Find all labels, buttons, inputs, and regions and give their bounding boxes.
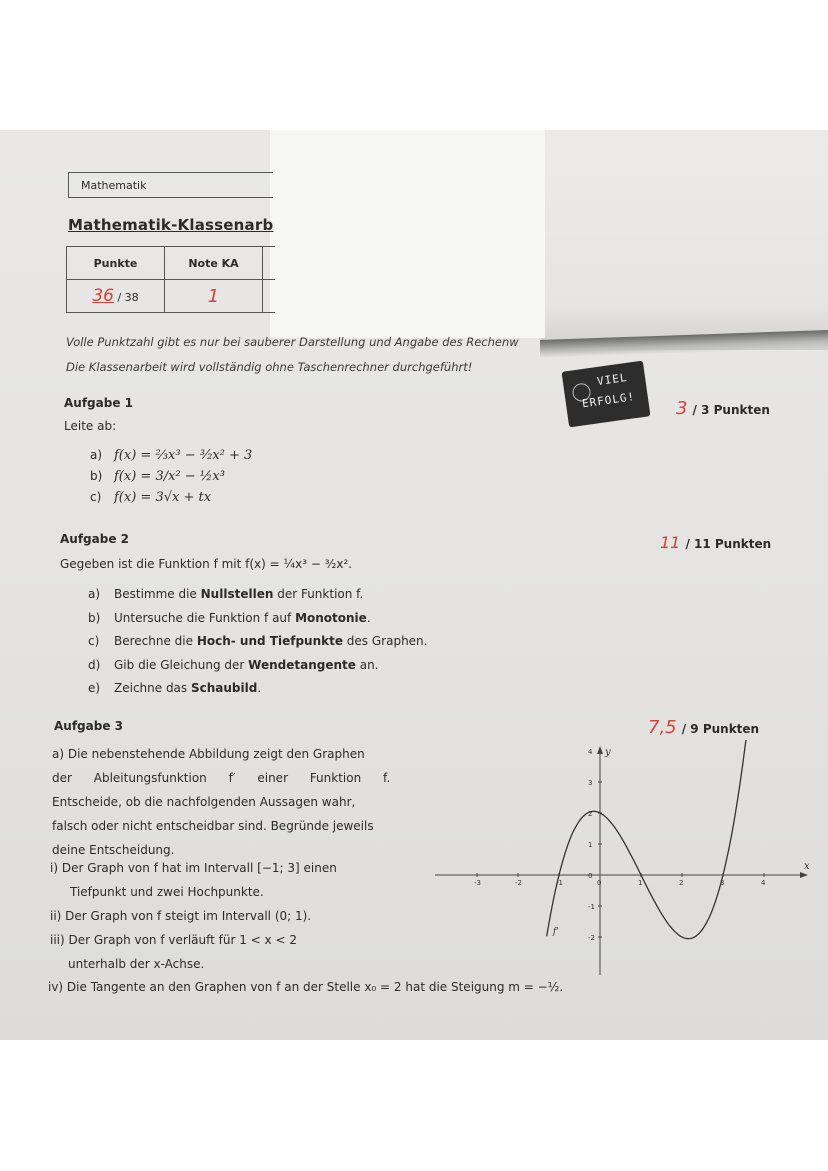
task1-intro: Leite ab: [64, 419, 117, 433]
y-tick-label: 0 [588, 872, 593, 880]
grade-header: Note KA [165, 247, 263, 280]
task2-points-hand: 11 [660, 533, 681, 552]
x-tick-label: 4 [761, 879, 766, 887]
statement: i) Der Graph von f hat im Intervall [−1; 3] einen [50, 861, 337, 875]
task3-title: Aufgabe 3 [54, 719, 123, 733]
task3-line: falsch oder nicht entscheidbar sind. Begründe jeweils [52, 819, 374, 833]
points-cell [67, 280, 165, 313]
stamp-line-2: ERFOLG! [581, 390, 636, 411]
task3-line: a) Die nebenstehende Abbildung zeigt den Graphen [52, 747, 365, 761]
task3-statements [50, 856, 337, 976]
task1-item: c) f(x) = 3√x + tx [90, 490, 212, 505]
x-tick-label: -1 [556, 879, 563, 887]
task3-points [648, 717, 759, 738]
statement: iv) Die Tangente an den Graphen von f an der Stelle x₀ = 2 hat die Steigung m = −½. [48, 980, 564, 994]
y-axis-arrow [597, 746, 603, 754]
task2-title: Aufgabe 2 [60, 532, 129, 546]
task3-paragraph [52, 742, 424, 862]
subject-field: Mathematik [68, 172, 273, 198]
y-tick-label: -2 [588, 934, 595, 942]
x-axis-arrow [800, 872, 808, 878]
x-tick-label: -2 [515, 879, 522, 887]
task2-intro: Gegeben ist die Funktion f mit f(x) = ¼x³ − ³⁄₂x². [60, 557, 353, 571]
y-tick-label: -1 [588, 903, 595, 911]
grade-table [66, 246, 275, 313]
task2-item: d) Gib die Gleichung der Wendetangente an. [88, 657, 379, 672]
y-tick-label: 3 [588, 779, 593, 787]
y-tick-label: 1 [588, 841, 593, 849]
statement: ii) Der Graph von f steigt im Intervall (0; 1). [50, 909, 312, 923]
x-tick-label: -3 [474, 879, 481, 887]
stamp-line-1: VIEL [596, 370, 629, 389]
score-max: / 38 [117, 291, 139, 304]
task2-items [88, 583, 427, 701]
x-axis-label: x [804, 861, 810, 872]
task3-points-hand: 7,5 [648, 717, 677, 738]
task1-points-hand: 3 [676, 398, 688, 419]
x-tick-label: 1 [638, 879, 643, 887]
y-tick-label: 4 [588, 748, 593, 756]
points-header: Punkte [67, 247, 165, 280]
x-tick-label: 2 [679, 879, 684, 887]
good-luck-stamp [562, 361, 651, 428]
curve-label: f' [552, 926, 559, 937]
paper-fold-shadow [540, 130, 828, 350]
task2-item: b) Untersuche die Funktion f auf Monotonie. [88, 610, 371, 625]
task1-points-text: / 3 Punkten [692, 403, 770, 417]
y-tick-label: 2 [588, 810, 593, 818]
task2-item: a) Bestimme die Nullstellen der Funktion f. [88, 587, 364, 601]
note-line-2: Die Klassenarbeit wird vollständig ohne Taschenrechner durchgeführt! [66, 360, 473, 374]
statement: unterhalb der x-Achse. [68, 957, 205, 971]
page-title: Mathematik-Klassenarb [68, 216, 274, 234]
task2-item: e) Zeichne das Schaubild. [88, 681, 262, 695]
task1-items [90, 444, 252, 507]
statement: iii) Der Graph von f verläuft für 1 < x < 2 [50, 933, 297, 947]
task2-points-text: / 11 Punkten [685, 537, 772, 551]
handwritten-grade: 1 [165, 280, 263, 313]
exam-sheet [0, 130, 828, 1040]
task1-points [676, 398, 770, 419]
task2-item: c) Berechne die Hoch- und Tiefpunkte des Graphen. [88, 634, 428, 648]
task2-points [660, 533, 771, 552]
x-tick-label: 3 [720, 879, 725, 887]
derivative-graph [430, 740, 820, 980]
x-tick-label: 0 [597, 879, 602, 887]
note-line-1: Volle Punktzahl gibt es nur bei sauberer Darstellung und Angabe des Rechenw [66, 335, 519, 349]
statement: Tiefpunkt und zwei Hochpunkte. [70, 885, 264, 899]
task1-item: a) f(x) = ⅔x³ − ³⁄₂x² + 3 [90, 448, 253, 463]
handwritten-score: 36 [92, 286, 114, 306]
task1-item: b) f(x) = 3/x² − ½x³ [90, 469, 225, 484]
task3-line: deine Entscheidung. [52, 843, 175, 857]
paper-fold-overlay [270, 130, 545, 338]
task3-line: der Ableitungsfunktion f′ einer Funktion f. [52, 771, 391, 785]
task1-title: Aufgabe 1 [64, 396, 133, 410]
task3-line: Entscheide, ob die nachfolgenden Aussagen wahr, [52, 795, 356, 809]
task3-points-text: / 9 Punkten [681, 722, 760, 736]
f-prime-curve [547, 740, 756, 939]
y-axis-label: y [605, 747, 611, 758]
